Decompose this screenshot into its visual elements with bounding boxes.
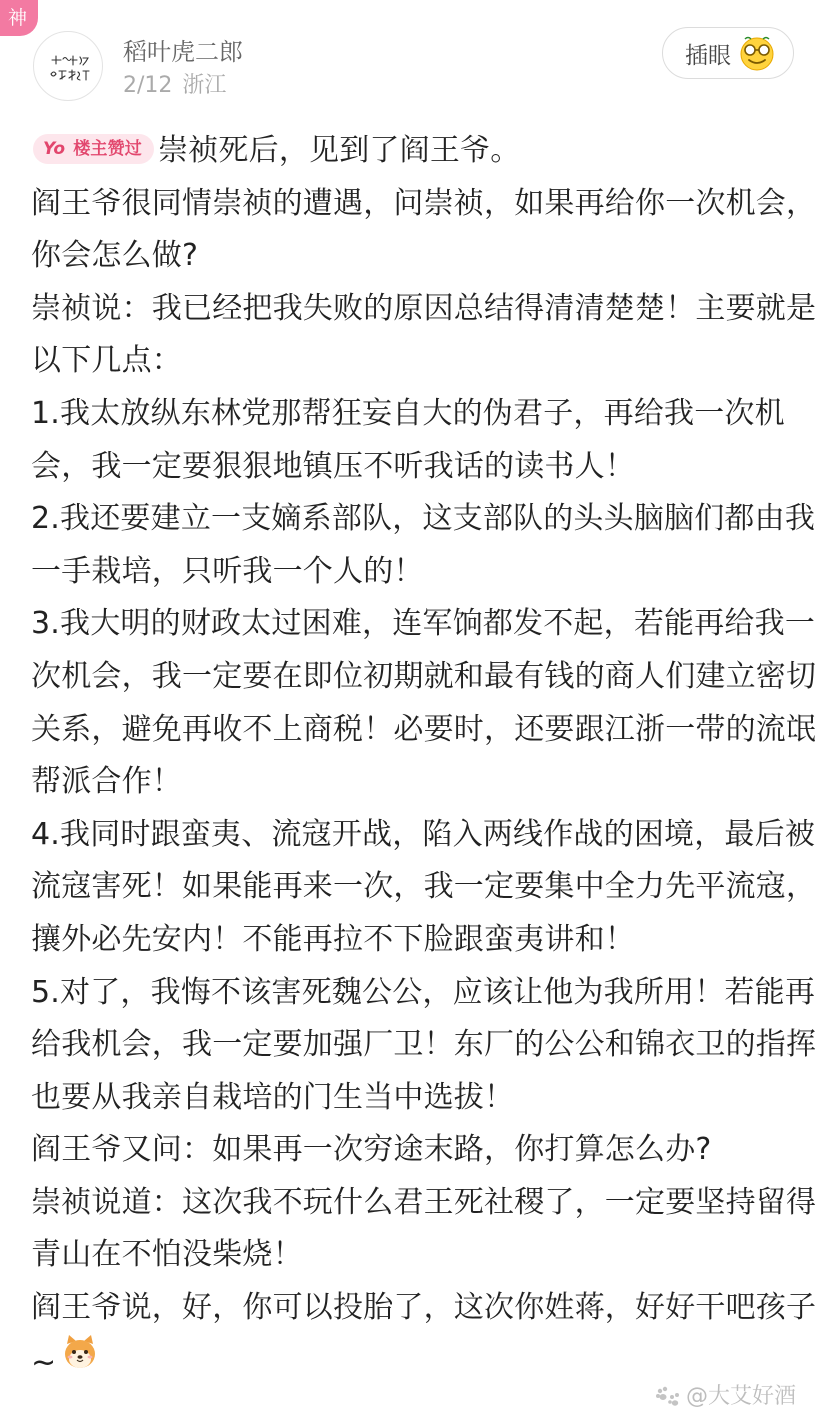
avatar-handwriting-image (34, 32, 103, 101)
op-liked-badge (33, 134, 154, 164)
paw-prints-icon (654, 1385, 682, 1409)
post-paragraph-3: 崇祯说：我已经把我失败的原因总结得清清楚楚！主要就是以下几点： (31, 290, 817, 379)
watermark-text: @大艾好酒 (686, 1384, 797, 1409)
post-meta (123, 72, 226, 100)
post-paragraph-6: 3.我大明的财政太过困难，连军饷都发不起，若能再给我一次机会，我一定要在即位初期就和最有钱的商人们建立密切关系，避免再收不上商税！必要时，还要跟江浙一带的流氓帮派合作！ (31, 606, 817, 800)
post-paragraph-11 (31, 1282, 821, 1392)
post-paragraph-10: 崇祯说道：这次我不玩什么君王死社稷了，一定要坚持留得青山在不怕没柴烧！ (31, 1184, 817, 1273)
post-paragraph-4: 1.我太放纵东林党那帮狂妄自大的伪君子，再给我一次机会，我一定要狠狠地镇压不听我话的读书人！ (31, 395, 785, 484)
post-paragraph-5: 2.我还要建立一支嫡系部队，这支部队的头头脑脑们都由我一手栽培，只听我一个人的！ (31, 501, 816, 589)
post-paragraph-9: 阎王爷又问：如果再一次穷途末路，你打算怎么办? (31, 1132, 712, 1168)
shiba-dog-emoji-icon (60, 1332, 100, 1390)
cha-yan-button[interactable] (662, 27, 794, 79)
post-paragraph-7: 4.我同时跟蛮夷、流寇开战，陷入两线作战的困境，最后被流寇害死！如果能再来一次，我一定要集中全力先平流寇，攘外必先安内！不能再拉不下脸跟蛮夷讲和！ (31, 816, 817, 957)
op-badge-label: 楼主赞过 (73, 138, 143, 159)
post-location: 浙江 (182, 73, 227, 98)
god-badge: 神 (0, 0, 38, 36)
op-badge-prefix: Yo (43, 138, 66, 159)
post-text: 阎王爷说，好，你可以投胎了，这次你姓蒋，好好干吧孩子~ (31, 1290, 817, 1380)
post-date: 2/12 (123, 73, 173, 98)
cha-yan-label: 插眼 (685, 42, 731, 69)
watermark (654, 1381, 796, 1413)
post-text: 崇祯死后，见到了阎王爷。 (158, 133, 521, 168)
smiling-glasses-emoji-icon (737, 33, 777, 73)
post-paragraph-8: 5.对了，我悔不该害死魏公公，应该让他为我所用！若能再给我机会，我一定要加强厂卫！东厂的公公和锦衣卫的指挥也要从我亲自栽培的门生当中选拔！ (31, 974, 817, 1115)
avatar[interactable] (33, 31, 103, 101)
post-paragraph-1 (31, 125, 821, 178)
post-paragraph-2: 阎王爷很同情崇祯的遭遇，问崇祯，如果再给你一次机会，你会怎么做? (31, 185, 817, 274)
username[interactable]: 稻叶虎二郎 (123, 38, 243, 66)
post-content (31, 125, 821, 1392)
